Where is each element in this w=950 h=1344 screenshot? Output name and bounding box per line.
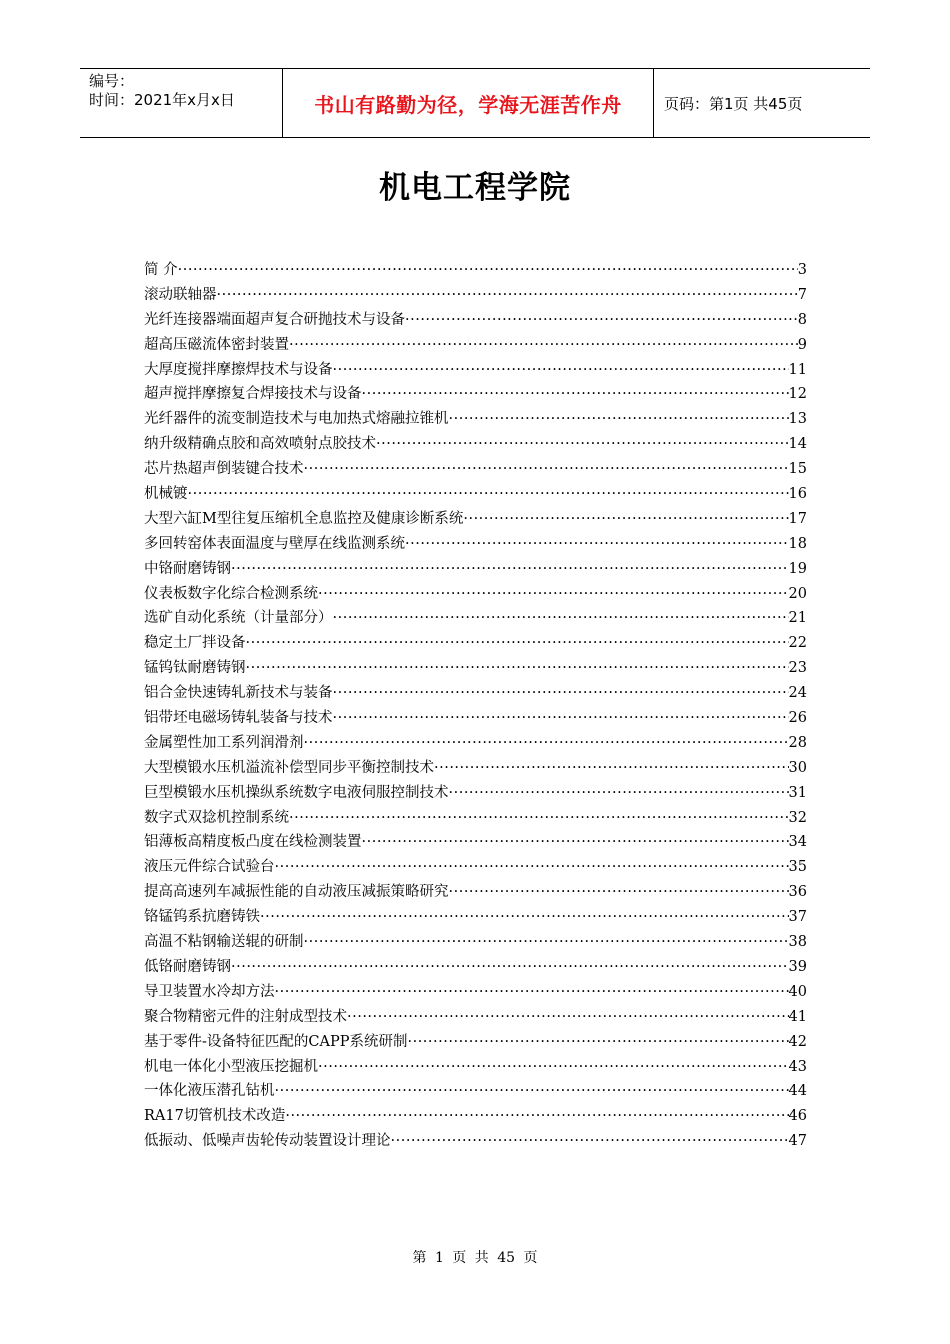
toc-entry-page: 8 [797, 311, 807, 328]
toc-leader-dots [275, 855, 789, 880]
toc-entry-page: 41 [788, 1008, 807, 1025]
toc-entry-title: 纳升级精确点胶和高效喷射点胶技术 [144, 436, 376, 453]
toc-entry-page: 24 [788, 685, 807, 702]
toc-entry-title: 简 介 [144, 262, 178, 278]
toc-leader-dots [285, 1104, 788, 1129]
toc-entry-page: 36 [788, 884, 807, 901]
table-of-contents [144, 258, 807, 1154]
toc-entry-page: 17 [788, 510, 807, 527]
toc-entry-page: 34 [788, 834, 807, 851]
toc-entry-page: 47 [788, 1133, 807, 1150]
toc-entry-title: 锰钨钛耐磨铸钢 [144, 660, 246, 677]
document-date-label: 时间：2021年x月x日 [89, 91, 235, 109]
toc-entry[interactable] [144, 1005, 807, 1030]
toc-leader-dots [347, 1005, 789, 1030]
toc-entry-page: 39 [788, 958, 807, 975]
toc-entry-title: RA17切管机技术改造 [144, 1108, 286, 1125]
toc-entry[interactable] [144, 806, 807, 831]
toc-leader-dots [405, 308, 798, 333]
toc-entry-title: 巨型模锻水压机操纵系统数字电液伺服控制技术 [144, 784, 449, 801]
toc-entry[interactable] [144, 258, 807, 283]
toc-entry-page: 28 [788, 734, 807, 751]
toc-entry[interactable] [144, 407, 807, 432]
header-motto: 书山有路勤为径，学海无涯苦作舟 [282, 69, 654, 137]
toc-entry[interactable] [144, 283, 807, 308]
toc-entry[interactable] [144, 631, 807, 656]
toc-entry[interactable] [144, 482, 807, 507]
toc-leader-dots [405, 532, 789, 557]
toc-leader-dots [463, 507, 788, 532]
toc-entry[interactable] [144, 731, 807, 756]
toc-entry-page: 37 [788, 909, 807, 926]
toc-entry-page: 40 [788, 983, 807, 1000]
toc-entry-title: 中铬耐磨铸钢 [144, 560, 231, 577]
toc-entry-title: 超声搅拌摩擦复合焊接技术与设备 [144, 386, 362, 403]
toc-entry-page: 19 [788, 560, 807, 577]
toc-entry-page: 13 [788, 411, 807, 428]
toc-entry-title: 金属塑性加工系列润滑剂 [144, 734, 304, 751]
toc-entry-title: 铬锰钨系抗磨铸铁 [144, 909, 260, 926]
toc-leader-dots [188, 482, 789, 507]
toc-leader-dots [289, 333, 798, 358]
header-meta [80, 69, 282, 137]
toc-entry-title: 基于零件-设备特征匹配的CAPP系统研制 [144, 1033, 408, 1050]
toc-entry-page: 16 [788, 486, 807, 503]
toc-entry-title: 聚合物精密元件的注射成型技术 [144, 1008, 347, 1025]
toc-entry-page: 20 [788, 585, 807, 602]
toc-entry-page: 22 [788, 635, 807, 652]
toc-entry-title: 机电一体化小型液压挖掘机 [144, 1058, 318, 1075]
header-page-label: 页码：第1页 共45页 [664, 94, 803, 113]
toc-entry-title: 低振动、低噪声齿轮传动装置设计理论 [144, 1133, 391, 1150]
toc-leader-dots [275, 1079, 789, 1104]
toc-entry-title: 提高高速列车减振性能的自动液压减振策略研究 [144, 884, 449, 901]
toc-entry-page: 31 [788, 784, 807, 801]
toc-entry-title: 低铬耐磨铸钢 [144, 958, 231, 975]
toc-entry[interactable] [144, 955, 807, 980]
toc-leader-dots [318, 582, 789, 607]
toc-entry-title: 导卫装置水冷却方法 [144, 983, 275, 1000]
toc-leader-dots [246, 631, 789, 656]
toc-entry-page: 3 [797, 262, 807, 278]
toc-leader-dots [289, 806, 789, 831]
toc-entry-page: 7 [797, 286, 807, 303]
toc-entry-title: 光纤连接器端面超声复合研抛技术与设备 [144, 311, 405, 328]
toc-leader-dots [231, 557, 789, 582]
toc-leader-dots [391, 1129, 789, 1154]
toc-entry[interactable] [144, 308, 807, 333]
toc-entry-title: 高温不粘钢输送辊的研制 [144, 934, 304, 951]
toc-entry[interactable] [144, 507, 807, 532]
toc-leader-dots [333, 681, 789, 706]
toc-leader-dots [434, 756, 789, 781]
toc-leader-dots [449, 880, 789, 905]
toc-leader-dots [362, 382, 789, 407]
toc-leader-dots [260, 905, 789, 930]
toc-entry-title: 稳定土厂拌设备 [144, 635, 246, 652]
toc-entry-title: 大厚度搅拌摩擦焊技术与设备 [144, 361, 333, 378]
toc-entry-title: 铝带坯电磁场铸轧装备与技术 [144, 710, 333, 727]
toc-entry-page: 38 [788, 934, 807, 951]
toc-leader-dots [304, 731, 789, 756]
toc-entry[interactable] [144, 606, 807, 631]
toc-entry-page: 11 [788, 361, 807, 378]
toc-entry[interactable] [144, 582, 807, 607]
toc-entry-page: 42 [788, 1033, 807, 1050]
toc-entry[interactable] [144, 1079, 807, 1104]
toc-entry-title: 仪表板数字化综合检测系统 [144, 585, 318, 602]
toc-entry-page: 21 [788, 610, 807, 627]
toc-entry-title: 大型模锻水压机溢流补偿型同步平衡控制技术 [144, 759, 434, 776]
toc-entry-page: 9 [797, 336, 807, 353]
toc-entry-title: 滚动联轴器 [144, 286, 217, 303]
toc-entry-title: 多回转窑体表面温度与壁厚在线监测系统 [144, 535, 405, 552]
toc-entry[interactable] [144, 333, 807, 358]
toc-leader-dots [333, 706, 789, 731]
toc-entry[interactable] [144, 905, 807, 930]
toc-leader-dots [318, 1055, 789, 1080]
toc-entry-page: 14 [788, 436, 807, 453]
toc-entry-title: 大型六缸M型往复压缩机全息监控及健康诊断系统 [144, 510, 464, 527]
toc-entry-page: 44 [788, 1083, 807, 1100]
toc-leader-dots [333, 358, 789, 383]
toc-entry-page: 15 [788, 461, 807, 478]
toc-entry[interactable] [144, 830, 807, 855]
toc-entry-page: 23 [788, 660, 807, 677]
toc-entry[interactable] [144, 756, 807, 781]
toc-leader-dots [275, 980, 789, 1005]
toc-entry[interactable] [144, 1055, 807, 1080]
toc-entry[interactable] [144, 681, 807, 706]
page-footer: 第 1 页 共 45 页 [412, 1250, 538, 1266]
toc-leader-dots [304, 930, 789, 955]
toc-leader-dots [376, 432, 789, 457]
page-header [80, 68, 870, 138]
toc-entry[interactable] [144, 706, 807, 731]
toc-entry-title: 超高压磁流体密封装置 [144, 336, 289, 353]
toc-leader-dots [178, 258, 798, 283]
toc-leader-dots [217, 283, 798, 308]
toc-leader-dots [246, 656, 789, 681]
toc-leader-dots [407, 1030, 788, 1055]
toc-leader-dots [449, 781, 789, 806]
toc-leader-dots [231, 955, 789, 980]
toc-leader-dots [304, 457, 789, 482]
toc-leader-dots [449, 407, 789, 432]
toc-entry-title: 选矿自动化系统（计量部分） [144, 610, 333, 627]
toc-entry-title: 液压元件综合试验台 [144, 859, 275, 876]
toc-entry[interactable] [144, 1104, 807, 1129]
toc-entry-page: 43 [788, 1058, 807, 1075]
toc-entry-page: 30 [788, 759, 807, 776]
document-title: 机电工程学院 [379, 170, 571, 206]
toc-entry[interactable] [144, 1129, 807, 1154]
toc-entry[interactable] [144, 781, 807, 806]
toc-entry[interactable] [144, 557, 807, 582]
toc-entry-title: 光纤器件的流变制造技术与电加热式熔融拉锥机 [144, 411, 449, 428]
toc-entry-title: 铝合金快速铸轧新技术与装备 [144, 685, 333, 702]
toc-entry-title: 一体化液压潜孔钻机 [144, 1083, 275, 1100]
toc-entry[interactable] [144, 358, 807, 383]
toc-entry-page: 46 [788, 1108, 807, 1125]
toc-entry-title: 铝薄板高精度板凸度在线检测装置 [144, 834, 362, 851]
toc-entry-title: 数字式双捻机控制系统 [144, 809, 289, 826]
toc-entry-title: 机械镀 [144, 486, 188, 503]
toc-entry-page: 18 [788, 535, 807, 552]
toc-entry-page: 26 [788, 710, 807, 727]
toc-entry-page: 35 [788, 859, 807, 876]
toc-entry[interactable] [144, 930, 807, 955]
toc-entry[interactable] [144, 880, 807, 905]
toc-leader-dots [362, 830, 789, 855]
document-number-label: 编号： [89, 72, 135, 90]
toc-entry[interactable] [144, 382, 807, 407]
toc-entry[interactable] [144, 1030, 807, 1055]
toc-entry-title: 芯片热超声倒装键合技术 [144, 461, 304, 478]
toc-entry[interactable] [144, 656, 807, 681]
toc-entry[interactable] [144, 432, 807, 457]
toc-entry[interactable] [144, 532, 807, 557]
toc-entry[interactable] [144, 855, 807, 880]
toc-entry-page: 32 [788, 809, 807, 826]
toc-entry-page: 12 [788, 386, 807, 403]
toc-entry[interactable] [144, 457, 807, 482]
toc-entry[interactable] [144, 980, 807, 1005]
toc-leader-dots [333, 606, 789, 631]
